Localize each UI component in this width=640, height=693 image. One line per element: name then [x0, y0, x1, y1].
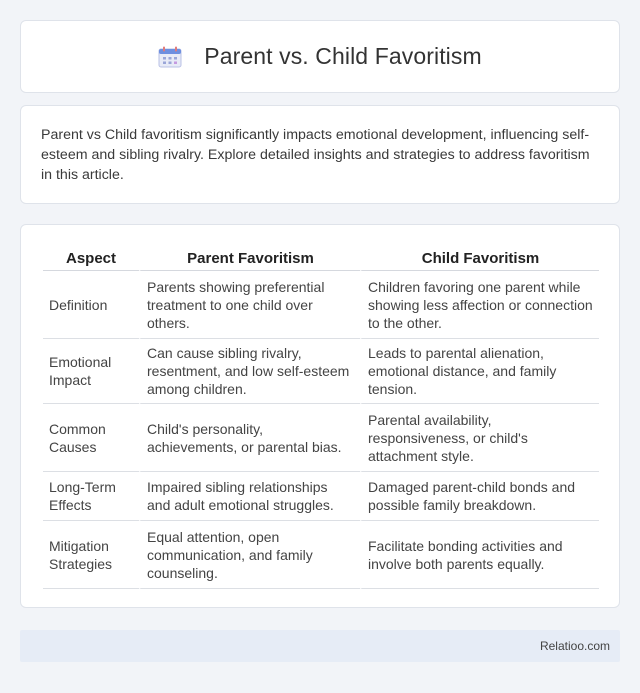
- row-aspect: Long-Term Effects: [43, 472, 139, 521]
- table-row: [43, 472, 599, 521]
- comparison-table-card: [20, 224, 620, 608]
- header-aspect: Aspect: [43, 247, 139, 271]
- title-card: [20, 20, 620, 93]
- row-child-cell: Damaged parent-child bonds and possible family breakdown.: [360, 472, 599, 521]
- table-header-row: [43, 247, 599, 271]
- row-child-cell: Leads to parental alienation, emotional distance, and family tension.: [360, 339, 599, 404]
- row-parent-cell: Equal attention, open communication, and family counseling.: [139, 521, 360, 589]
- row-aspect: Emotional Impact: [43, 339, 139, 404]
- row-aspect: Common Causes: [43, 404, 139, 472]
- table-row: [43, 521, 599, 589]
- header-parent-favoritism: Parent Favoritism: [139, 247, 360, 271]
- intro-card: [20, 105, 620, 204]
- row-child-cell: Children favoring one parent while showing less affection or connection to the other.: [360, 271, 599, 339]
- page-title: Parent vs. Child Favoritism: [204, 43, 482, 69]
- calendar-icon: [158, 46, 182, 68]
- row-child-cell: Facilitate bonding activities and involve both parents equally.: [360, 521, 599, 589]
- row-child-cell: Parental availability, responsiveness, or child's attachment style.: [360, 404, 599, 472]
- row-aspect: Definition: [43, 271, 139, 339]
- table-row: [43, 271, 599, 339]
- table-row: [43, 404, 599, 472]
- table-row: [43, 339, 599, 404]
- header-child-favoritism: Child Favoritism: [360, 247, 599, 271]
- row-parent-cell: Child's personality, achievements, or parental bias.: [139, 404, 360, 472]
- comparison-table: [43, 247, 599, 589]
- row-parent-cell: Parents showing preferential treatment to one child over others.: [139, 271, 360, 339]
- footer: [20, 630, 620, 662]
- row-parent-cell: Impaired sibling relationships and adult emotional struggles.: [139, 472, 360, 521]
- footer-brand[interactable]: Relatioo.com: [539, 639, 610, 653]
- row-aspect: Mitigation Strategies: [43, 521, 139, 589]
- row-parent-cell: Can cause sibling rivalry, resentment, and low self-esteem among children.: [139, 339, 360, 404]
- intro-text: Parent vs Child favoritism significantly impacts emotional development, influencing self-esteem and sibling rivalry. Explore detailed insights and strategies to address favoritism in this article.: [41, 127, 590, 183]
